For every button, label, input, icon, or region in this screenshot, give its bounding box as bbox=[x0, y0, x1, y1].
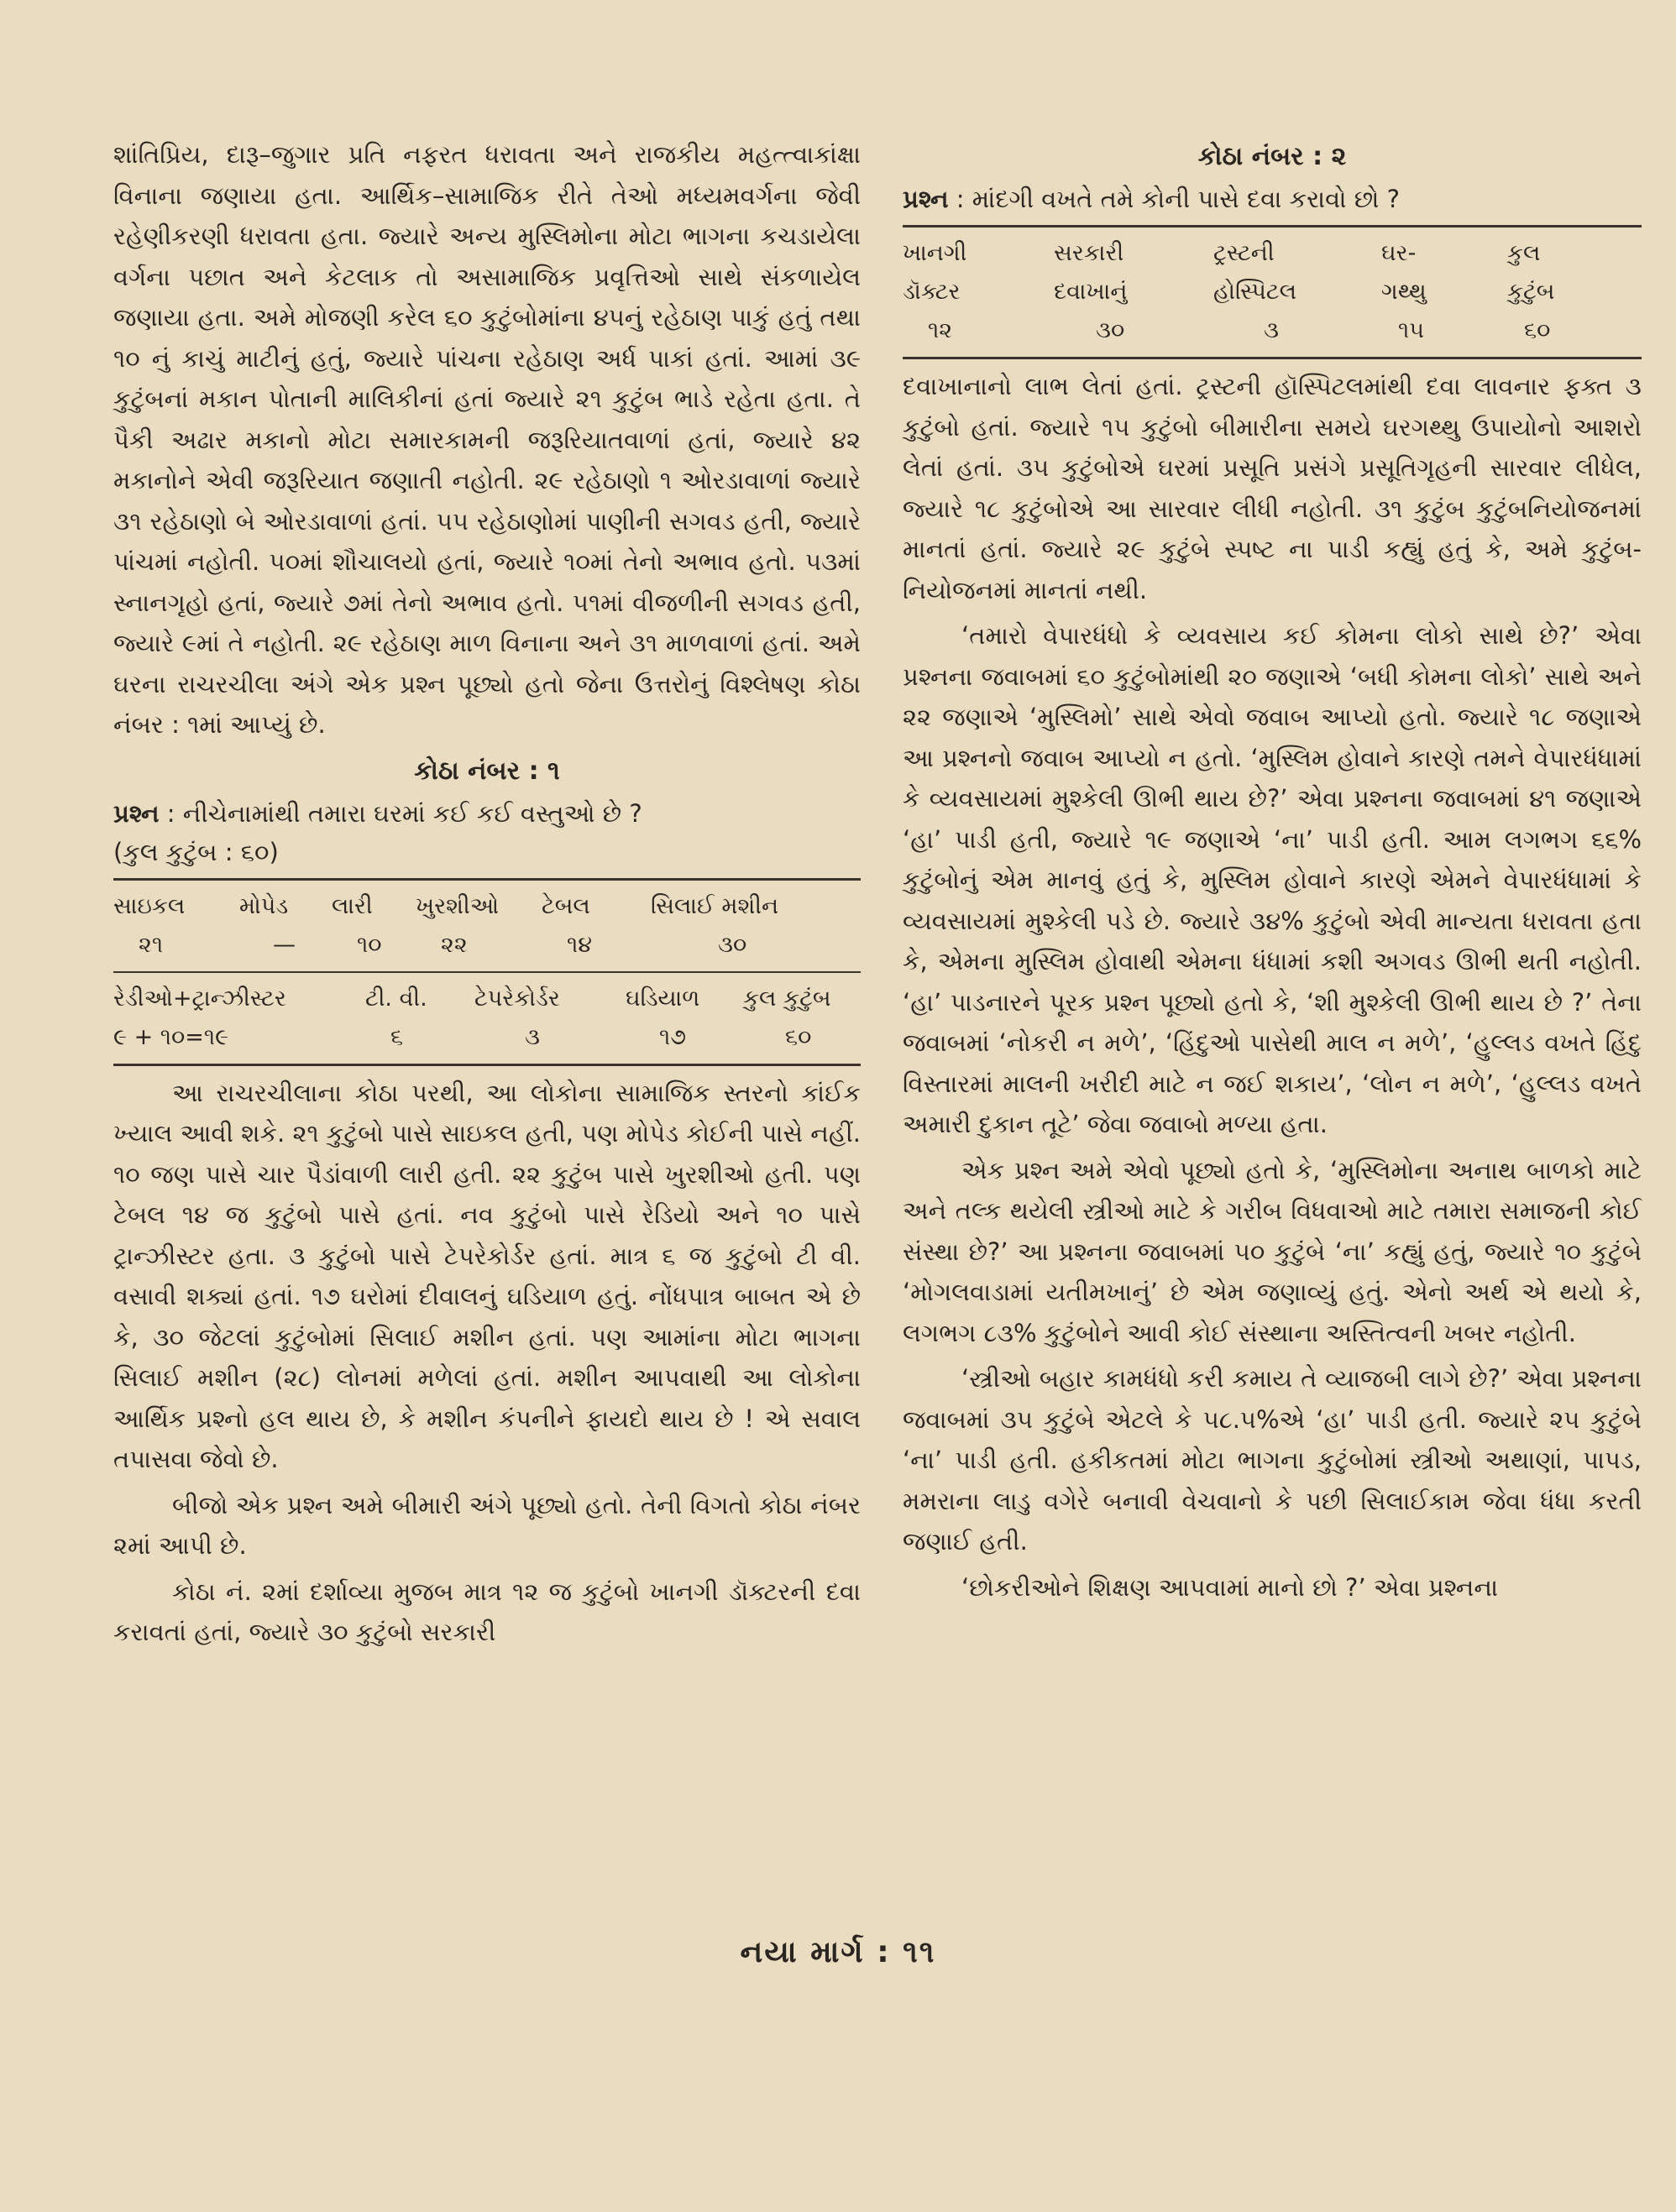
table-cell: ૧૭ bbox=[659, 1023, 686, 1050]
table-rule bbox=[903, 357, 1642, 359]
table-question bbox=[903, 180, 1642, 218]
table-header-cell: ઘર- bbox=[1381, 240, 1417, 266]
paragraph: શાંતિપ્રિય, દારૂ–જુગાર પ્રતિ નફરત ધરાવતા અને રાજકીય મહત્ત્વાકાંક્ષા વિનાના જણાયા હતા. આર્થિક–સામાજિક રીતે તેઓ મધ્યમવર્ગના જેવી રહેણીકરણી ધરાવતા હતા. જ્યારે અન્ય મુસ્લિમોના મોટા ભાગના કચડાયેલા વર્ગના પછાત અને કેટલાક તો અસામાજિક પ્રવૃત્તિઓ સાથે સંકળાયેલ જણાયા હતા. અમે મોજણી કરેલ ૬૦ કુટુંબોમાંના ૪૫નું રહેઠાણ પાકું હતું તથા ૧૦ નું કાચું માટીનું હતું, જ્યારે પાંચના રહેઠાણ અર્ધ પાકાં હતાં. આમાં ૩૯ કુટુંબનાં મકાન પોતાની માલિકીનાં હતાં જ્યારે ૨૧ કુટુંબ ભાડે રહેતા હતા. તે પૈકી અઢાર મકાનો મોટા સમારકામની જરૂરિયાતવાળાં હતાં, જ્યારે ૪૨ મકાનોને એવી જરૂરિયાત જણાતી નહોતી. ૨૯ રહેઠાણો ૧ ઓરડાવાળાં જ્યારે ૩૧ રહેઠાણો બે ઓરડાવાળાં હતાં. ૫૫ રહેઠાણોમાં પાણીની સગવડ હતી, જ્યારે પાંચમાં નહોતી. ૫૦માં શૌચાલયો હતાં, જ્યારે ૧૦માં તેનો અભાવ હતો. ૫૩માં સ્નાનગૃહો હતાં, જ્યારે ૭માં તેનો અભાવ હતો. ૫૧માં વીજળીની સગવડ હતી, જ્યારે ૯માં તે નહોતી. ૨૯ રહેઠાણ માળ વિનાના અને ૩૧ માળવાળાં હતાં. અમે ઘરના રાચરચીલા અંગે એક પ્રશ્ન પૂછ્યો હતો જેના ઉત્તરોનું વિશ્લેષણ કોઠા નંબર : ૧માં આપ્યું છે. bbox=[113, 140, 861, 739]
table-header-cell: ઘડિયાળ bbox=[626, 985, 700, 1012]
table-2 bbox=[903, 136, 1642, 359]
table-1 bbox=[113, 750, 861, 1066]
table-header-cell: ટી. વી. bbox=[365, 985, 427, 1012]
question-label: પ્રશ્ન bbox=[903, 185, 949, 213]
table-cell: ૩૦ bbox=[718, 931, 747, 958]
question-label: પ્રશ્ન bbox=[113, 798, 160, 828]
table-row-2 bbox=[113, 980, 861, 1057]
table-cell: — bbox=[273, 931, 296, 958]
table-cell: ૧૨ bbox=[928, 317, 953, 343]
table-header-cell: લારી bbox=[332, 892, 373, 919]
table-cell: ૧૪ bbox=[567, 931, 592, 958]
table-cell: ૬૦ bbox=[785, 1023, 812, 1050]
table-header-cell: ટ્રસ્ટની bbox=[1213, 240, 1275, 266]
left-column bbox=[113, 134, 861, 1658]
table-question bbox=[113, 794, 861, 833]
table-cell: ૯ + ૧૦=૧૯ bbox=[113, 1023, 229, 1050]
table-header-cell: રેડીઓ+ટ્રાન્ઝીસ્ટર bbox=[113, 985, 286, 1012]
paragraph: દવાખાનાનો લાભ લેતાં હતાં. ટ્રસ્ટની હૉસ્પિટલમાંથી દવા લાવનાર ફક્ત ૩ કુટુંબો હતાં. જ્યારે ૧૫ કુટુંબો બીમારીના સમયે ઘરગથ્થુ ઉપાયોનો આશરો લેતાં હતાં. ૩૫ કુટુંબોએ ઘરમાં પ્રસૂતિ પ્રસંગે પ્રસૂતિગૃહની સારવાર લીધેલ, જ્યારે ૧૮ કુટુંબોએ આ સારવાર લીધી નહોતી. ૩૧ કુટુંબ કુટુંબનિયોજનમાં માનતાં હતાં. જ્યારે ૨૯ કુટુંબે સ્પષ્ટ ના પાડી કહ્યું હતું કે, અમે કુટુંબ-નિયોજનમાં માનતાં નથી. bbox=[903, 372, 1642, 604]
table-header-cell: ટેબલ bbox=[542, 892, 590, 919]
paragraph: ‘તમારો વેપારધંધો કે વ્યવસાય કઈ કોમના લોકો સાથે છે?’ એવા પ્રશ્નના જવાબમાં ૬૦ કુટુંબોમાંથી ૨૦ જણાએ ‘બધી કોમના લોકો’ સાથે અને ૨૨ જણાએ ‘મુસ્લિમો’ સાથે એવો જવાબ આપ્યો હતો. જ્યારે ૧૮ જણાએ આ પ્રશ્નનો જવાબ આપ્યો ન હતો. ‘મુસ્લિમ હોવાને કારણે તમને વેપારધંધામાં કે વ્યવસાયમાં મુશ્કેલી ઊભી થાય છે?’ એવા પ્રશ્નના જવાબમાં ૪૧ જણાએ ‘હા’ પાડી હતી, જ્યારે ૧૯ જણાએ ‘ના’ પાડી હતી. આમ લગભગ ૬૬% કુટુંબોનું એમ માનવું હતું કે, મુસ્લિમ હોવાને કારણે એમને વેપારધંધામાં કે વ્યવસાયમાં મુશ્કેલી પડે છે. જ્યારે ૩૪% કુટુંબો એવી માન્યતા ધરાવતા હતા કે, એમના મુસ્લિમ હોવાથી એમના ધંધામાં કશી અગવડ ઊભી થતી નહોતી. ‘હા’ પાડનારને પૂરક પ્રશ્ન પૂછ્યો હતો કે, ‘શી મુશ્કેલી ઊભી થાય છે ?’ તેના જવાબમાં ‘નોકરી ન મળે’, ‘હિંદુઓ પાસેથી માલ ન મળે’, ‘હુલ્લડ વખતે હિંદુ વિસ્તારમાં માલની ખરીદી માટે ન જઈ શકાય’, ‘લોન ન મળે’, ‘હુલ્લડ વખતે અમારી દુકાન તૂટે’ જેવા જવાબો મળ્યા હતા. bbox=[903, 621, 1642, 1138]
table-header-cell: સિલાઈ મશીન bbox=[651, 892, 779, 919]
page-footer: નયા માર્ગ : ૧૧ bbox=[740, 1935, 936, 1969]
table-cell: ૬૦ bbox=[1524, 317, 1551, 343]
table-header-cell: હોસ્પિટલ bbox=[1213, 279, 1297, 305]
right-column bbox=[903, 134, 1642, 1613]
table-header-cell: સાઇકલ bbox=[113, 892, 186, 919]
table-header-cell: કુલ કુટુંબ bbox=[743, 985, 831, 1012]
table-cell: ૧૦ bbox=[357, 931, 382, 958]
table-header-cell: કુલ bbox=[1507, 240, 1541, 266]
table-header-cell: ગથ્થુ bbox=[1381, 279, 1427, 305]
paragraph: ‘છોકરીઓને શિક્ષણ આપવામાં માનો છો ?’ એવા પ્રશ્નના bbox=[961, 1572, 1499, 1602]
table-cell: ૩ bbox=[525, 1023, 540, 1050]
paragraph: બીજો એક પ્રશ્ન અમે બીમારી અંગે પૂછ્યો હતો. તેની વિગતો કોઠા નંબર ૨માં આપી છે. bbox=[113, 1490, 861, 1560]
paragraph: કોઠા નં. ૨માં દર્શાવ્યા મુજબ માત્ર ૧૨ જ કુટુંબો ખાનગી ડૉક્ટરની દવા કરાવતાં હતાં, જ્યારે ૩૦ કુટુંબો સરકારી bbox=[113, 1577, 861, 1646]
table-header-cell: દવાખાનું bbox=[1054, 279, 1128, 305]
table-header-cell: મોપેડ bbox=[239, 892, 289, 919]
table-cell: ૩ bbox=[1264, 317, 1279, 343]
table-cell: ૨૧ bbox=[139, 931, 164, 958]
table-header-cell: કુટુંબ bbox=[1507, 279, 1555, 305]
question-text: : નીચેનામાંથી તમારા ઘરમાં કઈ કઈ વસ્તુઓ છે ? bbox=[166, 798, 642, 828]
table-title: કોઠા નંબર : ૨ bbox=[1197, 142, 1347, 171]
table-cell: ૨૨ bbox=[441, 931, 468, 958]
table-cell: ૧૫ bbox=[1398, 317, 1424, 343]
table-rule bbox=[113, 1064, 861, 1066]
table-cell: ૩૦ bbox=[1096, 317, 1125, 343]
paragraph: ‘સ્ત્રીઓ બહાર કામધંધો કરી કમાય તે વ્યાજબી લાગે છે?’ એવા પ્રશ્નના જવાબમાં ૩૫ કુટુંબે એટલે કે ૫૮.૫%એ ‘હા’ પાડી હતી. જ્યારે ૨૫ કુટુંબે ‘ના’ પાડી હતી. હકીકતમાં મોટા ભાગના કુટુંબોમાં સ્ત્રીઓ અથાણાં, પાપડ, મમરાના લાડુ વગેરે બનાવી વેચવાનો કે પછી સિલાઈકામ જેવા ધંધા કરતી જણાઈ હતી. bbox=[903, 1364, 1642, 1556]
table-header-cell: સરકારી bbox=[1054, 240, 1124, 266]
table-rule bbox=[903, 225, 1642, 227]
table-header-row bbox=[903, 234, 1642, 350]
paragraph: એક પ્રશ્ન અમે એવો પૂછ્યો હતો કે, ‘મુસ્લિમોના અનાથ બાળકો માટે અને તલ્ક થયેલી સ્ત્રીઓ માટે કે ગરીબ વિધવાઓ માટે તમારા સમાજની કોઈ સંસ્થા છે?’ આ પ્રશ્નના જવાબમાં ૫૦ કુટુંબે ‘ના’ કહ્યું હતું, જ્યારે ૧૦ કુટુંબે ‘મોગલવાડામાં યતીમખાનું’ છે એમ જણાવ્યું હતું. એનો અર્થ એ થયો કે, લગભગ ૮૩% કુટુંબોને આવી કોઈ સંસ્થાના અસ્તિત્વની ખબર નહોતી. bbox=[903, 1155, 1642, 1347]
table-header-cell: ખુરશીઓ bbox=[416, 892, 500, 919]
table-cell: ૬ bbox=[390, 1023, 404, 1050]
table-note: (કુલ કુટુંબ : ૬૦) bbox=[113, 837, 279, 866]
table-title: કોઠા નંબર : ૧ bbox=[414, 756, 560, 786]
question-text: : માંદગી વખતે તમે કોની પાસે દવા કરાવો છો ? bbox=[956, 185, 1400, 213]
table-rule bbox=[113, 878, 861, 881]
table-row-1 bbox=[113, 887, 861, 965]
table-header-cell: ડૉક્ટર bbox=[903, 279, 961, 305]
table-header-cell: ટેપરેકોર્ડર bbox=[474, 985, 560, 1012]
table-header-cell: ખાનગી bbox=[903, 240, 967, 266]
table-rule bbox=[113, 971, 861, 973]
paragraph: આ રાચરચીલાના કોઠા પરથી, આ લોકોના સામાજિક સ્તરનો કાંઈક ખ્યાલ આવી શકે. ૨૧ કુટુંબો પાસે સાઇકલ હતી, પણ મોપેડ કોઈની પાસે નહીં. ૧૦ જણ પાસે ચાર પૈડાંવાળી લારી હતી. ૨૨ કુટુંબ પાસે ખુરશીઓ હતી. પણ ટેબલ ૧૪ જ કુટુંબો પાસે હતાં. નવ કુટુંબો પાસે રેડિયો અને ૧૦ પાસે ટ્રાન્ઝીસ્ટર હતા. ૩ કુટુંબો પાસે ટેપરેકોર્ડર હતાં. માત્ર ૬ જ કુટુંબો ટી વી. વસાવી શક્યાં હતાં. ૧૭ ઘરોમાં દીવાલનું ઘડિયાળ હતું. નોંધપાત્ર બાબત એ છે કે, ૩૦ જેટલાં કુટુંબોમાં સિલાઈ મશીન હતાં. પણ આમાંના મોટા ભાગના સિલાઈ મશીન (૨૮) લોનમાં મળેલાં હતાં. મશીન આપવાથી આ લોકોના આર્થિક પ્રશ્નો હલ થાય છે, કે મશીન કંપનીને ફાયદો થાય છે ! એ સવાલ તપાસવા જેવો છે. bbox=[113, 1078, 861, 1473]
